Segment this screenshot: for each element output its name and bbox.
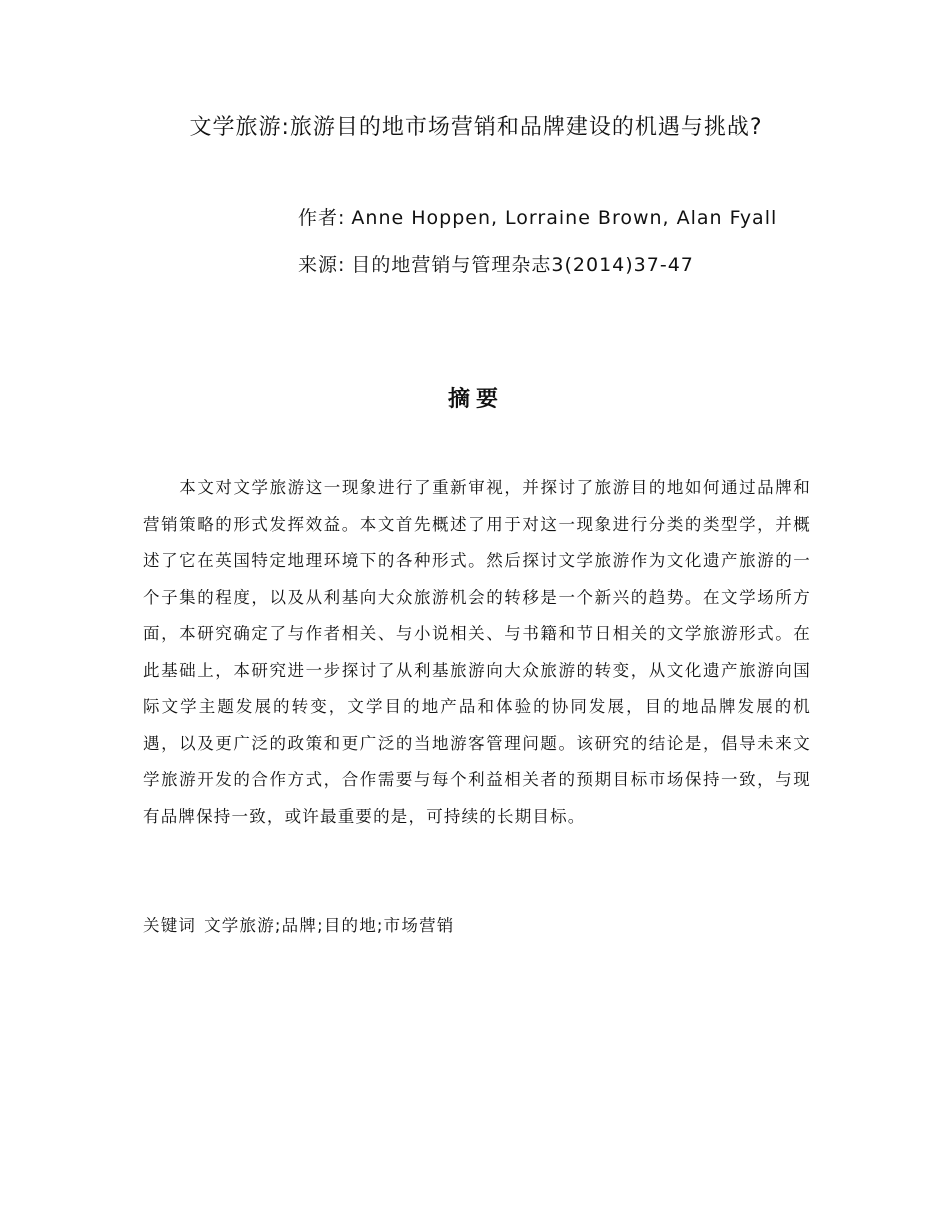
abstract-heading: 摘要 [447,387,504,412]
authors-line [298,203,858,230]
source-label: 来源: [298,254,346,276]
source-value: 目的地营销与管理杂志3(2014)37-47 [351,254,694,276]
document-title: 文学旅游:旅游目的地市场营销和品牌建设的机遇与挑战? [189,115,763,140]
keywords-value: 文学旅游;品牌;目的地;市场营销 [204,916,455,935]
abstract-body: 本文对文学旅游这一现象进行了重新审视，并探讨了旅游目的地如何通过品牌和营销策略的形式发挥效益。本文首先概述了用于对这一现象进行分类的类型学，并概述了它在英国特定地理环境下的各种形式。然后探讨文学旅游作为文化遗产旅游的一个子集的程度，以及从利基向大众旅游机会的转移是一个新兴的趋势。在文学场所方面，本研究确定了与作者相关、与小说相关、与书籍和节日相关的文学旅游形式。在此基础上，本研究进一步探讨了从利基旅游向大众旅游的转变，从文化遗产旅游向国际文学主题发展的转变，文学目的地产品和体验的协同发展，目的地品牌发展的机遇，以及更广泛的政策和更广泛的当地游客管理问题。该研究的结论是，倡导未来文学旅游开发的合作方式，合作需要与每个利益相关者的预期目标市场保持一致，与现有品牌保持一致，或许最重要的是，可持续的长期目标。 [143,478,811,826]
keywords-line [143,912,811,936]
keywords-label: 关键词 [143,916,197,935]
authors-value: Anne Hoppen, Lorraine Brown, Alan Fyall [351,207,778,229]
authors-label: 作者: [298,207,346,229]
source-line [298,250,858,277]
